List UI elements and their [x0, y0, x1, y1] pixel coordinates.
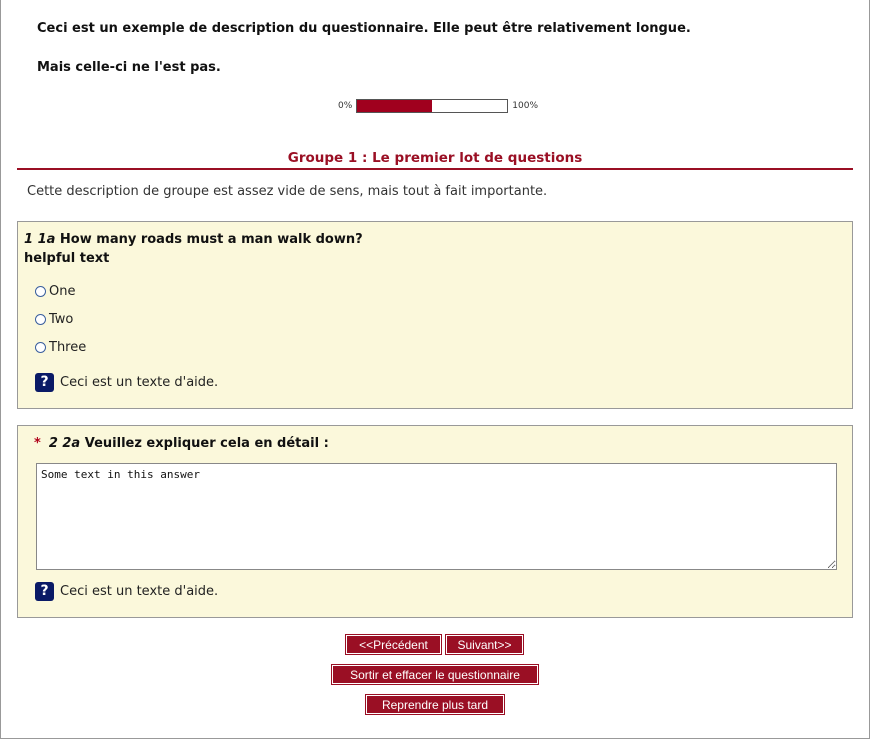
question-1-help-text: Ceci est un texte d'aide. — [60, 375, 219, 390]
question-1-title — [24, 230, 363, 268]
option-two-label: Two — [49, 312, 74, 327]
help-icon: ? — [35, 373, 54, 392]
progress-bar — [356, 99, 508, 113]
group-description: Cette description de groupe est assez vide de sens, mais tout à fait importante. — [27, 184, 548, 199]
progress-fill — [357, 100, 432, 112]
question-1-helper: helpful text — [24, 251, 110, 266]
question-2-title — [24, 434, 329, 453]
progress-indicator — [338, 98, 538, 114]
option-one[interactable] — [35, 284, 75, 299]
group-title: Groupe 1 : Le premier lot de questions — [17, 150, 853, 170]
question-1-help — [35, 373, 218, 392]
radio-three[interactable] — [35, 342, 46, 353]
option-two[interactable] — [35, 312, 73, 327]
progress-max-label: 100% — [512, 101, 539, 111]
question-2-box — [17, 425, 853, 618]
option-three[interactable] — [35, 340, 86, 355]
help-icon: ? — [35, 582, 54, 601]
previous-button[interactable]: <<Précédent — [346, 635, 441, 654]
progress-min-label: 0% — [338, 101, 353, 111]
resume-later-button[interactable]: Reprendre plus tard — [366, 695, 504, 714]
radio-one[interactable] — [35, 286, 46, 297]
required-marker: * — [34, 436, 41, 451]
answer-textarea[interactable] — [36, 463, 837, 570]
question-2-number: 2 2a — [48, 436, 81, 451]
question-1-text: How many roads must a man walk down? — [59, 232, 363, 247]
next-button[interactable]: Suivant>> — [446, 635, 523, 654]
question-1-number: 1 1a — [24, 232, 56, 247]
radio-two[interactable] — [35, 314, 46, 325]
question-2-help — [35, 582, 218, 601]
exit-clear-button[interactable]: Sortir et effacer le questionnaire — [332, 665, 538, 684]
option-one-label: One — [49, 284, 76, 299]
question-2-help-text: Ceci est un texte d'aide. — [60, 584, 219, 599]
survey-description: Ceci est un exemple de description du questionnaire. Elle peut être relativement longue. — [37, 21, 691, 36]
survey-description-secondary: Mais celle-ci ne l'est pas. — [37, 60, 221, 75]
question-2-text: Veuillez expliquer cela en détail : — [84, 436, 329, 451]
question-1-box — [17, 221, 853, 409]
option-three-label: Three — [49, 340, 87, 355]
